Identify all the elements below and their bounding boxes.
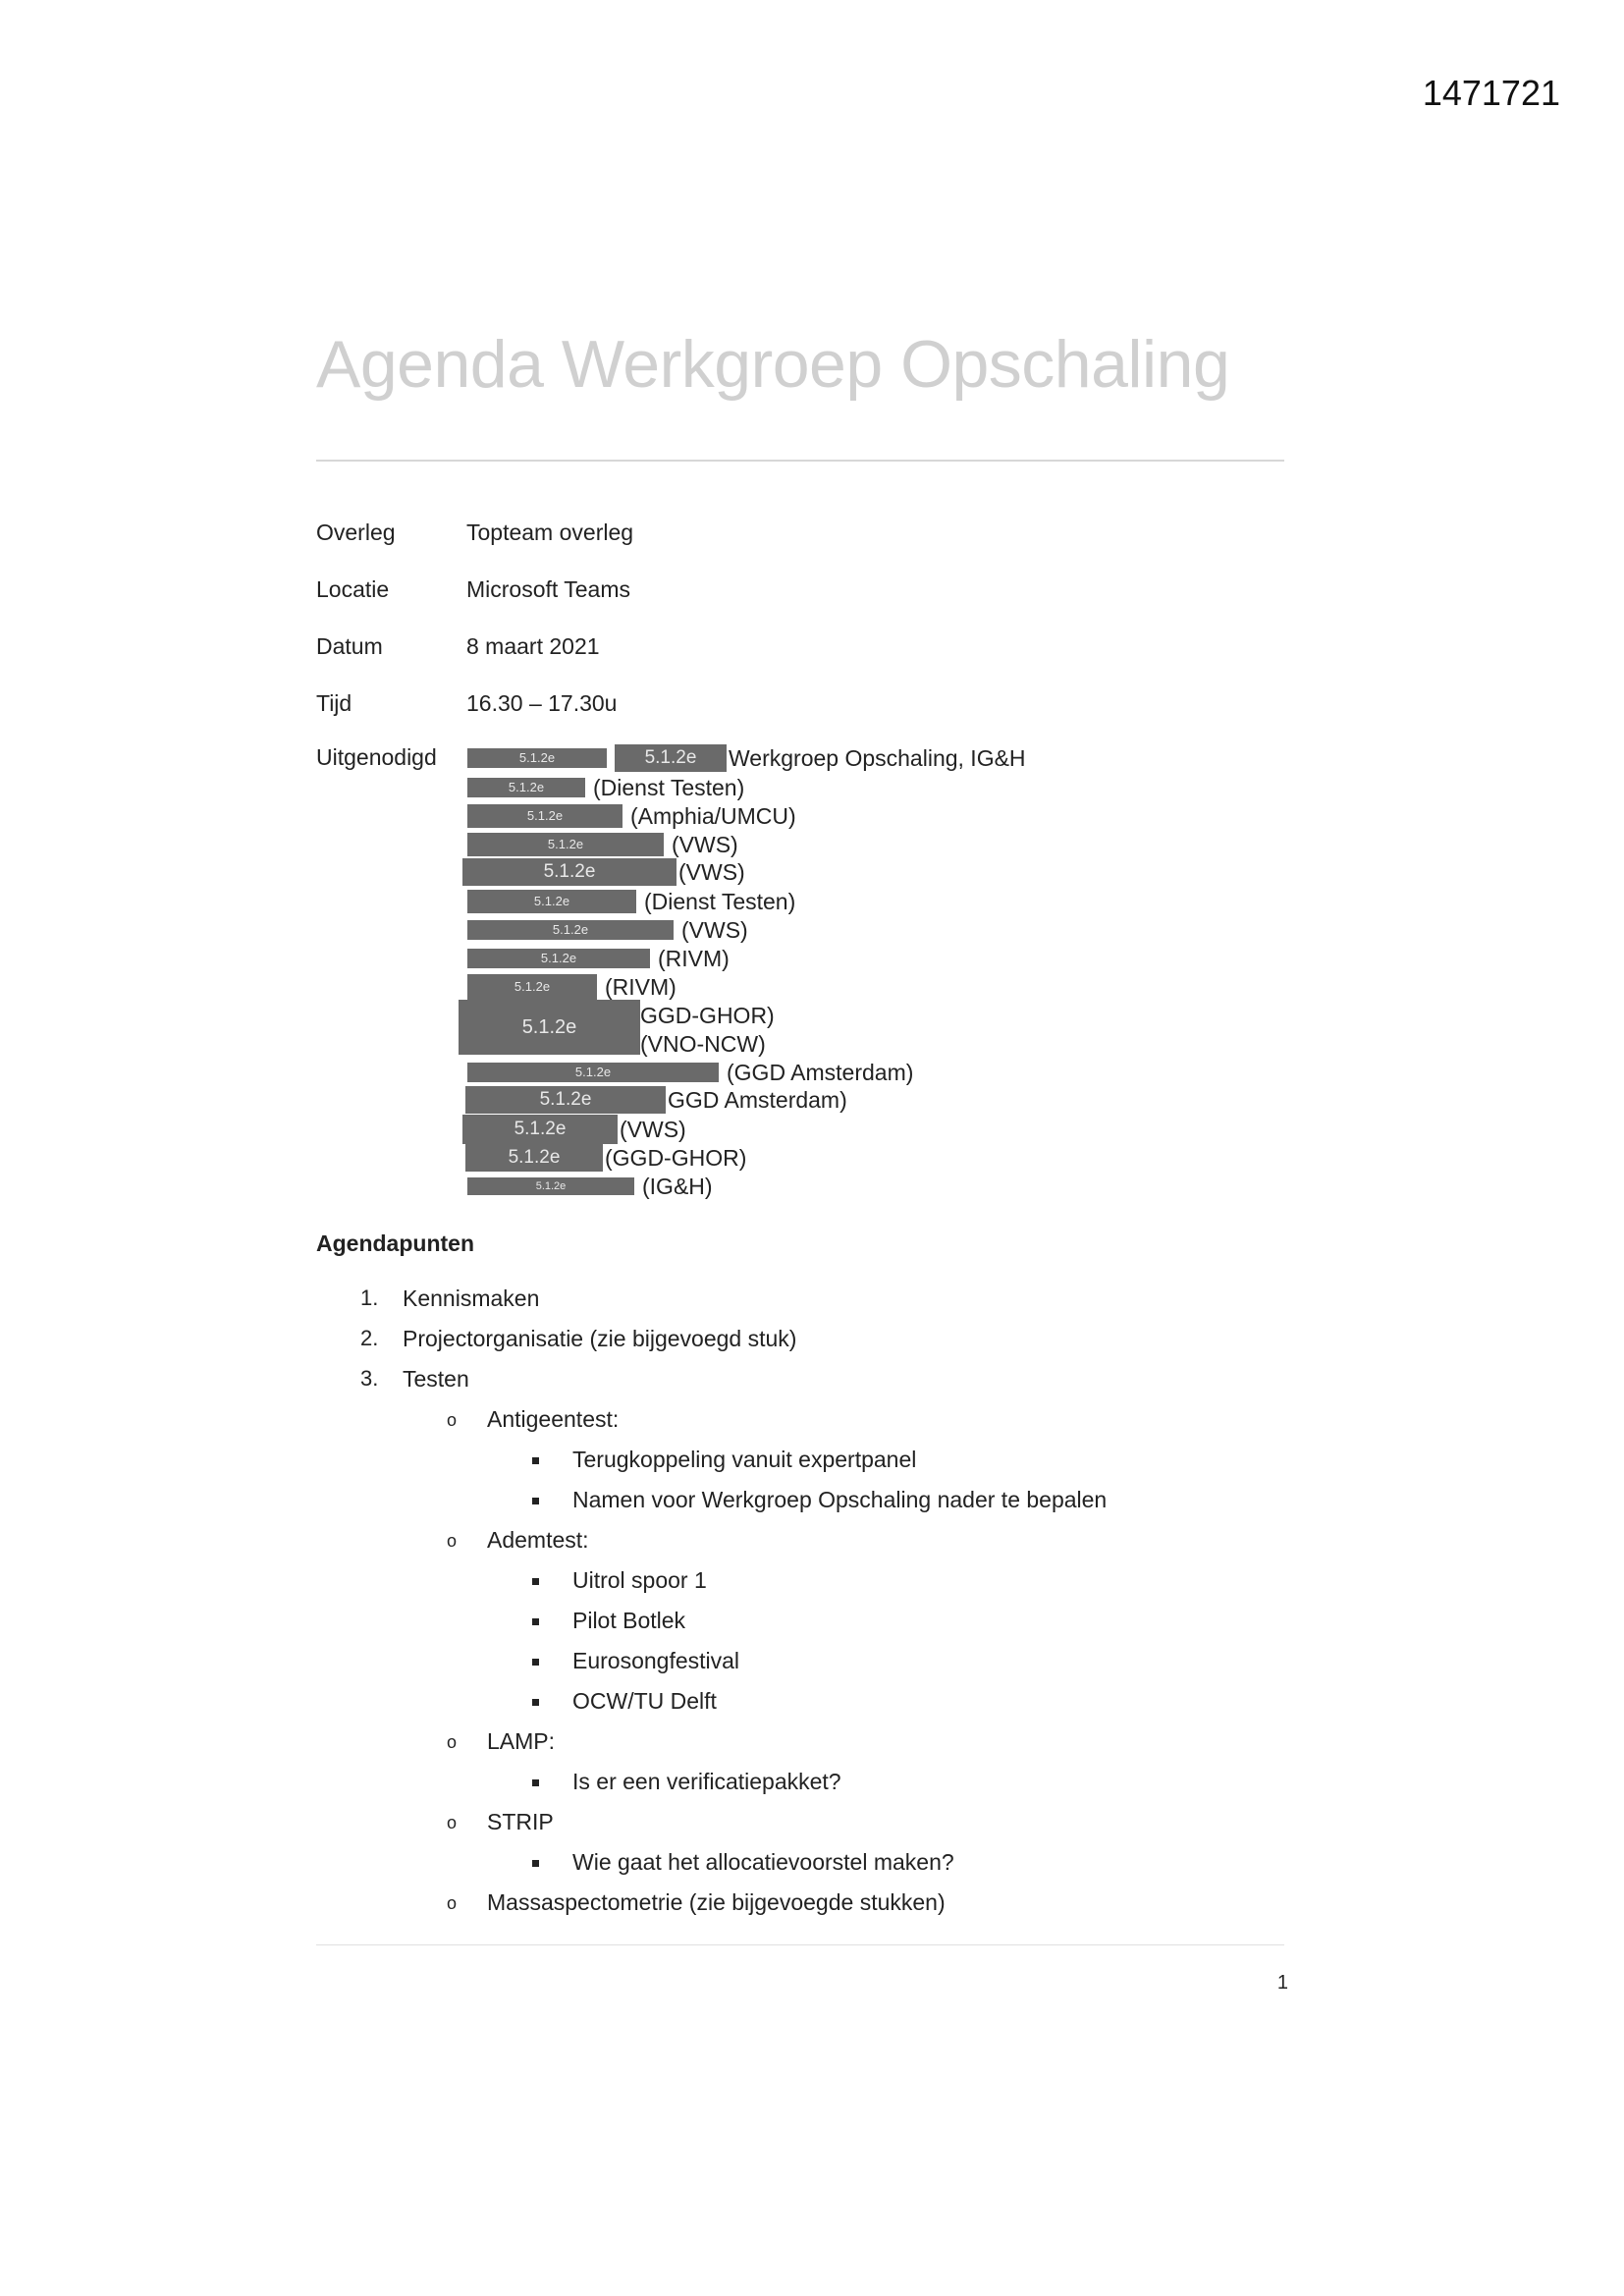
circle-bullet-icon: o: [447, 1531, 458, 1551]
invitee-line: [467, 802, 796, 830]
invitee-line: [467, 831, 738, 858]
invited-label: Uitgenodigd: [316, 744, 437, 770]
invitee-org: (VNO-NCW): [640, 1031, 766, 1057]
redaction-block: 5.1.2e: [467, 920, 674, 940]
list-number: 2.: [360, 1326, 379, 1350]
redaction-block: 5.1.2e: [462, 858, 677, 886]
invitee-line: [462, 858, 745, 886]
agenda-item: Testen: [403, 1366, 469, 1392]
sub-item: Ademtest:: [487, 1527, 589, 1553]
square-bullet-icon: [532, 1618, 539, 1625]
invitee-line: [465, 1086, 847, 1114]
sub-sub-item: Is er een verificatiepakket?: [572, 1769, 841, 1794]
invitee-org: (VWS): [678, 859, 745, 885]
sub-sub-item: Wie gaat het allocatievoorstel maken?: [572, 1849, 954, 1875]
square-bullet-icon: [532, 1659, 539, 1666]
redaction-block: 5.1.2e: [465, 1144, 603, 1172]
invitee-line: [467, 774, 744, 801]
square-bullet-icon: [532, 1498, 539, 1504]
invitee-line: [467, 945, 730, 972]
redaction-block: 5.1.2e: [467, 778, 585, 797]
redaction-block: 5.1.2e: [467, 748, 607, 768]
redaction-block: 5.1.2e: [467, 949, 650, 968]
invitee-org: (RIVM): [658, 946, 730, 971]
page-title: Agenda Werkgroep Opschaling: [316, 327, 1230, 402]
invitee-line: [640, 1030, 766, 1058]
redaction-block: 5.1.2e: [615, 744, 727, 772]
square-bullet-icon: [532, 1779, 539, 1786]
invitee-org: (VWS): [620, 1117, 686, 1142]
redaction-block: 5.1.2e: [467, 833, 664, 856]
invitee-org: Werkgroep Opschaling, IG&H: [729, 745, 1026, 771]
invitee-org: (Dienst Testen): [593, 775, 745, 800]
footer-divider: [316, 1944, 1284, 1945]
redaction-block: 5.1.2e: [465, 1086, 666, 1114]
sub-item: LAMP:: [487, 1728, 556, 1754]
circle-bullet-icon: o: [447, 1893, 458, 1913]
invitee-line: [467, 1173, 713, 1200]
invitee-org: GGD-GHOR): [640, 1003, 775, 1028]
sub-sub-item: Eurosongfestival: [572, 1648, 740, 1673]
invitee-org: (VWS): [681, 917, 748, 943]
invitee-org: (IG&H): [642, 1174, 713, 1199]
meta-value: 8 maart 2021: [466, 633, 600, 659]
sub-item: STRIP: [487, 1809, 554, 1834]
redaction-block: 5.1.2e: [459, 1000, 640, 1055]
square-bullet-icon: [532, 1860, 539, 1867]
meta-label: Datum: [316, 633, 383, 659]
meta-label: Locatie: [316, 576, 390, 602]
square-bullet-icon: [532, 1699, 539, 1706]
page-number: 1: [1276, 1972, 1288, 1994]
sub-sub-item: Terugkoppeling vanuit expertpanel: [572, 1447, 917, 1472]
sub-sub-item: Uitrol spoor 1: [572, 1567, 707, 1593]
sub-sub-item: Pilot Botlek: [572, 1608, 686, 1633]
sub-sub-item: Namen voor Werkgroep Opschaling nader te bepalen: [572, 1487, 1108, 1512]
invitee-org: GGD Amsterdam): [668, 1087, 847, 1113]
redaction-block: 5.1.2e: [467, 1063, 719, 1082]
redaction-block: 5.1.2e: [467, 1177, 634, 1195]
title-divider: [316, 460, 1284, 462]
invitee-org: (GGD-GHOR): [605, 1145, 747, 1171]
invitee-line: [467, 888, 795, 915]
circle-bullet-icon: o: [447, 1410, 458, 1430]
meta-value: 16.30 – 17.30u: [466, 690, 618, 716]
invitee-line: [467, 916, 748, 944]
document-number: 1471721: [1422, 73, 1560, 113]
meta-label: Overleg: [316, 519, 396, 545]
invitee-org: (RIVM): [605, 974, 677, 1000]
invitee-line: [467, 1059, 913, 1086]
agenda-item: Kennismaken: [403, 1285, 540, 1311]
meta-value: Topteam overleg: [466, 519, 634, 545]
invitee-org: (GGD Amsterdam): [727, 1060, 914, 1085]
circle-bullet-icon: o: [447, 1813, 458, 1832]
list-number: 1.: [360, 1285, 379, 1310]
sub-item: Massaspectometrie (zie bijgevoegde stukken): [487, 1889, 946, 1915]
agenda-heading: Agendapunten: [316, 1230, 474, 1256]
sub-item: Antigeentest:: [487, 1406, 620, 1432]
invitee-line: [467, 973, 677, 1001]
invitee-line: [467, 744, 1026, 772]
list-number: 3.: [360, 1366, 379, 1391]
circle-bullet-icon: o: [447, 1732, 458, 1752]
redaction-block: 5.1.2e: [467, 804, 623, 828]
agenda-item: Projectorganisatie (zie bijgevoegd stuk): [403, 1326, 797, 1351]
invitee-line: [465, 1144, 746, 1172]
square-bullet-icon: [532, 1578, 539, 1585]
invitee-line: [640, 1002, 775, 1029]
redaction-block: 5.1.2e: [462, 1115, 618, 1144]
meta-value: Microsoft Teams: [466, 576, 631, 602]
square-bullet-icon: [532, 1457, 539, 1464]
invitee-org: (Dienst Testen): [644, 889, 796, 914]
redaction-block: 5.1.2e: [467, 974, 597, 1000]
redaction-block: 5.1.2e: [467, 890, 636, 913]
invitee-org: (Amphia/UMCU): [630, 803, 796, 829]
invitee-org: (VWS): [672, 832, 738, 857]
meta-label: Tijd: [316, 690, 352, 716]
sub-sub-item: OCW/TU Delft: [572, 1688, 717, 1714]
invitee-line: [462, 1115, 686, 1144]
